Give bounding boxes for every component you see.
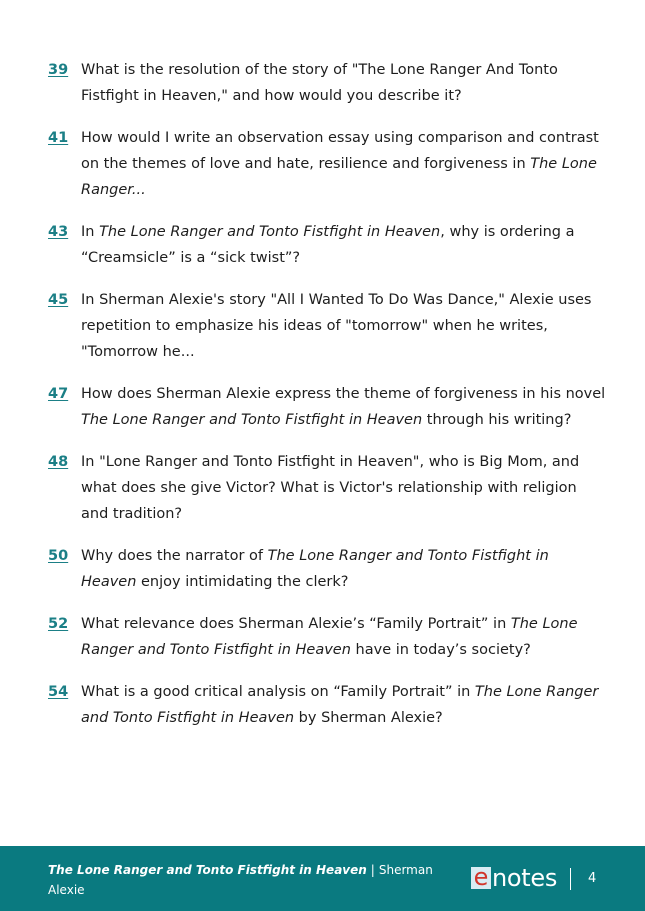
question-text-segment: What is the resolution of the story of "The Lone Ranger And Tonto Fistfight in Heaven," and how would you describe it? xyxy=(81,62,558,104)
question-number-link[interactable]: 52 xyxy=(48,616,69,632)
question-item xyxy=(48,611,608,663)
question-item xyxy=(48,57,608,109)
question-item xyxy=(48,219,608,271)
book-title-italic: The Lone Ranger... xyxy=(81,156,597,198)
question-text-segment: In "Lone Ranger and Tonto Fistfight in Heaven", who is Big Mom, and what does she give Victor? What is Victor's relationship with religion and tradition? xyxy=(81,454,580,522)
enotes-logo[interactable] xyxy=(471,865,557,891)
question-number-link[interactable]: 50 xyxy=(48,548,69,564)
question-item xyxy=(48,287,608,365)
question-text[interactable] xyxy=(81,381,608,433)
question-text-segment: , why is ordering a “Creamsicle” is a “sick twist”? xyxy=(81,224,575,266)
question-text-segment: What relevance does Sherman Alexie’s “Family Portrait” in xyxy=(81,616,511,632)
footer-author: Sherman Alexie xyxy=(48,863,433,897)
question-number-link[interactable]: 45 xyxy=(48,292,69,308)
question-text-segment: through his writing? xyxy=(422,412,572,428)
question-text-segment: enjoy intimidating the clerk? xyxy=(136,574,349,590)
book-title-italic: The Lone Ranger and Tonto Fistfight in Heaven xyxy=(99,224,441,240)
page-footer xyxy=(0,846,645,911)
question-item xyxy=(48,679,608,731)
book-title-italic: The Lone Ranger and Tonto Fistfight in Heaven xyxy=(81,548,549,590)
question-item xyxy=(48,381,608,433)
question-text[interactable] xyxy=(81,287,608,365)
question-number-link[interactable]: 54 xyxy=(48,684,69,700)
question-item xyxy=(48,449,608,527)
page-number: 4 xyxy=(588,871,597,886)
question-number-link[interactable]: 41 xyxy=(48,130,69,146)
footer-book-title: The Lone Ranger and Tonto Fistfight in Heaven xyxy=(48,863,367,877)
question-number-link[interactable]: 39 xyxy=(48,62,69,78)
question-text[interactable] xyxy=(81,125,608,203)
question-number-link[interactable]: 47 xyxy=(48,386,69,402)
question-text-segment: by Sherman Alexie? xyxy=(294,710,443,726)
book-title-italic: The Lone Ranger and Tonto Fistfight in Heaven xyxy=(81,684,599,726)
question-text-segment: have in today’s society? xyxy=(350,642,531,658)
question-text[interactable] xyxy=(81,679,608,731)
question-text-segment: What is a good critical analysis on “Family Portrait” in xyxy=(81,684,475,700)
book-title-italic: The Lone Ranger and Tonto Fistfight in Heaven xyxy=(81,412,423,428)
question-text[interactable] xyxy=(81,449,608,527)
question-text-segment: How does Sherman Alexie express the theme of forgiveness in his novel xyxy=(81,386,606,402)
question-item xyxy=(48,543,608,595)
question-list xyxy=(48,57,608,747)
question-number-link[interactable]: 43 xyxy=(48,224,69,240)
logo-e-icon: e xyxy=(471,867,491,889)
footer-title xyxy=(48,860,458,900)
question-text-segment: In xyxy=(81,224,100,240)
question-text-segment: Why does the narrator of xyxy=(81,548,268,564)
question-text-segment: In Sherman Alexie's story "All I Wanted To Do Was Dance," Alexie uses repetition to emphasize his ideas of "tomorrow" when he writes, "Tomorrow he... xyxy=(81,292,592,360)
question-text[interactable] xyxy=(81,611,608,663)
question-text[interactable] xyxy=(81,219,608,271)
book-title-italic: The Lone Ranger and Tonto Fistfight in Heaven xyxy=(81,616,578,658)
question-number-link[interactable]: 48 xyxy=(48,454,69,470)
footer-divider xyxy=(570,868,571,890)
footer-separator: | xyxy=(370,863,375,877)
question-text[interactable] xyxy=(81,543,608,595)
question-text-segment: How would I write an observation essay using comparison and contrast on the themes of love and hate, resilience and forgiveness in xyxy=(81,130,599,172)
question-text[interactable] xyxy=(81,57,608,109)
question-item xyxy=(48,125,608,203)
logo-wordmark: notes xyxy=(492,864,558,892)
